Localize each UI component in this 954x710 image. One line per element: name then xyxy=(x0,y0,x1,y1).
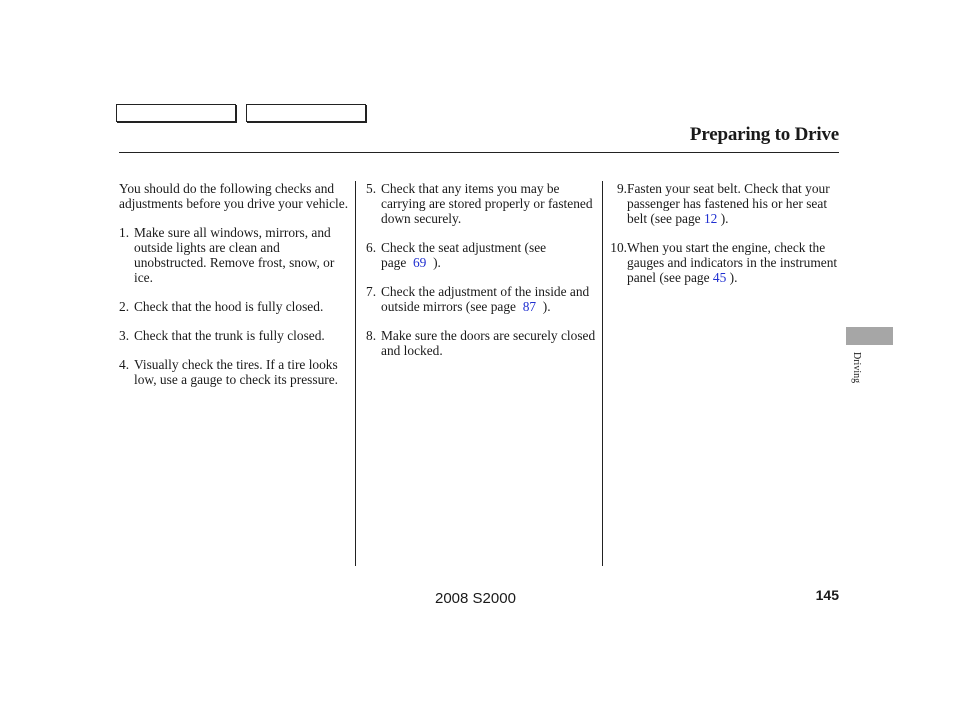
intro-paragraph: You should do the following checks and adjustments before you drive your vehicle. xyxy=(119,181,349,211)
item-text-before: Check the seat adjustment (see page xyxy=(381,240,547,270)
item-text xyxy=(627,181,842,226)
item-text-after: ). xyxy=(729,270,738,285)
page-link-12[interactable]: 12 xyxy=(703,211,718,226)
item-text: Visually check the tires. If a tire looks low, use a gauge to check its pressure. xyxy=(134,357,339,387)
item-text-after: ). xyxy=(720,211,729,226)
nav-button-index[interactable] xyxy=(246,104,366,122)
page-link-87[interactable]: 87 xyxy=(522,299,537,314)
list-item xyxy=(119,225,351,285)
item-number: 1. xyxy=(119,225,130,240)
page-link-45[interactable]: 45 xyxy=(712,270,727,285)
list-item xyxy=(366,181,596,226)
item-number: 9. xyxy=(616,181,627,196)
item-number: 2. xyxy=(119,299,130,314)
list-item xyxy=(366,240,596,270)
nav-button-main-menu[interactable] xyxy=(116,104,236,122)
item-text-after: ). xyxy=(433,255,441,270)
page-title: Preparing to Drive xyxy=(689,124,839,145)
item-text: Check that any items you may be carrying are stored properly or fastened down securely. xyxy=(381,181,593,226)
page-number: 145 xyxy=(815,587,839,603)
column-2 xyxy=(366,181,596,372)
column-1 xyxy=(119,181,351,401)
item-text: Make sure all windows, mirrors, and outside lights are clean and unobstructed. Remove frost, snow, or ice. xyxy=(134,225,335,285)
item-text-after: ). xyxy=(542,299,551,314)
list-item xyxy=(119,299,351,314)
item-number: 8. xyxy=(366,328,377,343)
column-3 xyxy=(606,181,842,299)
item-number: 7. xyxy=(366,284,377,299)
footer-model: 2008 S2000 xyxy=(435,590,516,607)
section-tab xyxy=(846,327,893,345)
list-item xyxy=(119,357,351,387)
item-number: 4. xyxy=(119,357,130,372)
item-text: Check that the hood is fully closed. xyxy=(134,299,324,314)
section-tab-label: Driving xyxy=(851,352,862,384)
item-number: 10. xyxy=(610,240,627,255)
item-text xyxy=(627,240,842,285)
item-text-before: When you start the engine, check the gauges and indicators in the instrument panel (see page xyxy=(627,240,838,285)
item-number: 3. xyxy=(119,328,130,343)
list-item xyxy=(366,328,596,358)
item-text: Check that the trunk is fully closed. xyxy=(134,328,325,343)
item-text-before: Check the adjustment of the inside and outside mirrors (see page xyxy=(381,284,590,314)
list-item xyxy=(119,328,351,343)
column-divider xyxy=(602,181,603,566)
item-number: 6. xyxy=(366,240,377,255)
header-rule xyxy=(119,152,839,153)
list-item xyxy=(606,181,842,226)
item-text-before: Fasten your seat belt. Check that your passenger has fastened his or her seat belt (see page xyxy=(627,181,830,226)
list-item xyxy=(606,240,842,285)
page-link-69[interactable]: 69 xyxy=(412,255,427,270)
item-text xyxy=(381,284,596,314)
item-number: 5. xyxy=(366,181,377,196)
item-text xyxy=(381,240,596,270)
column-divider xyxy=(355,181,356,566)
item-text: Make sure the doors are securely closed and locked. xyxy=(381,328,596,358)
list-item xyxy=(366,284,596,314)
